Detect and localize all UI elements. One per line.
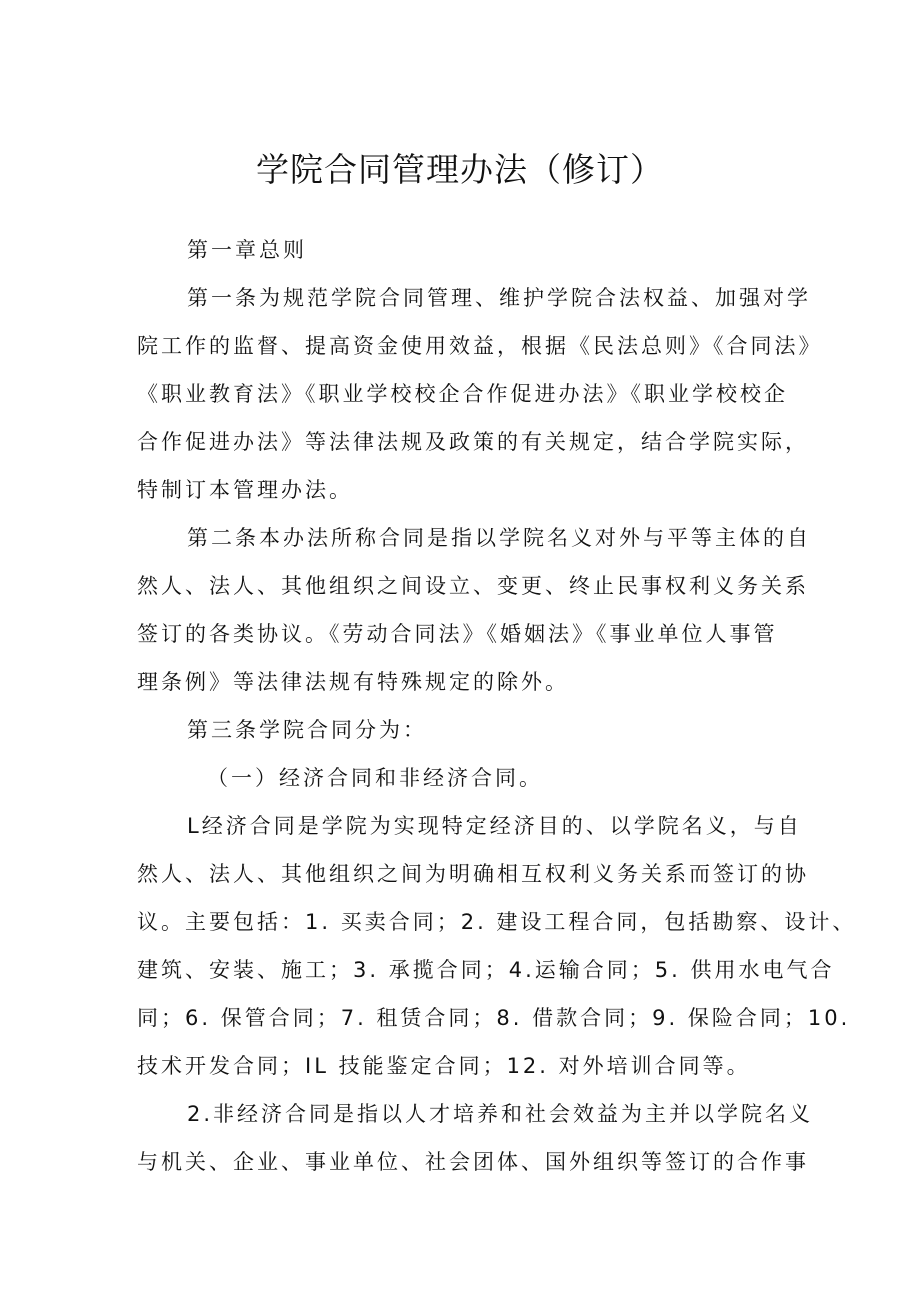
paragraph-line: 合作促进办法》等法律法规及政策的有关规定，结合学院实际， [137,430,809,454]
paragraph-line: 《职业教育法》《职业学校校企合作促进办法》《职业学校校企 [137,382,788,406]
paragraph-line: 然人、法人、其他组织之间设立、变更、终止民事权利义务关系 [137,574,809,598]
paragraph-line: 同；6. 保管合同；7. 租赁合同；8. 借款合同；9. 保险合同；10. [137,1006,851,1030]
paragraph-line: 2.非经济合同是指以人才培养和社会效益为主并以学院名义 [187,1102,814,1126]
document-body [137,226,857,1186]
paragraph-line: 院工作的监督、提高资金使用效益，根据《民法总则》《合同法》 [137,334,823,358]
chapter-heading: 第一章总则 [187,238,307,262]
paragraph-line: 议。主要包括：1. 买卖合同；2. 建设工程合同，包括勘察、设计、 [137,910,857,934]
paragraph-line: L经济合同是学院为实现特定经济目的、以学院名义，与自 [187,814,802,838]
paragraph-line: 第一条为规范学院合同管理、维护学院合法权益、加强对学 [187,286,811,310]
paragraph-line: 第二条本办法所称合同是指以学院名义对外与平等主体的自 [187,526,811,550]
document-title: 学院合同管理办法（修订） [256,150,664,189]
paragraph-line: 建筑、安装、施工；3. 承揽合同；4.运输合同；5. 供用水电气合 [137,958,835,982]
paragraph-line: 第三条学院合同分为： [187,718,427,742]
paragraph-line: 与机关、企业、事业单位、社会团体、国外组织等签订的合作事 [137,1150,809,1174]
paragraph-line: 理条例》等法律法规有特殊规定的除外。 [137,670,569,694]
paragraph-line: 然人、法人、其他组织之间为明确相互权利义务关系而签订的协 [137,862,809,886]
paragraph-line: 签订的各类协议。《劳动合同法》《婚姻法》《事业单位人事管 [137,622,778,646]
paragraph-line: 特制订本管理办法。 [137,478,353,502]
paragraph-line: 技术开发合同；IL 技能鉴定合同；12. 对外培训合同等。 [137,1054,751,1078]
sub-heading: （一）经济合同和非经济合同。 [207,766,543,790]
